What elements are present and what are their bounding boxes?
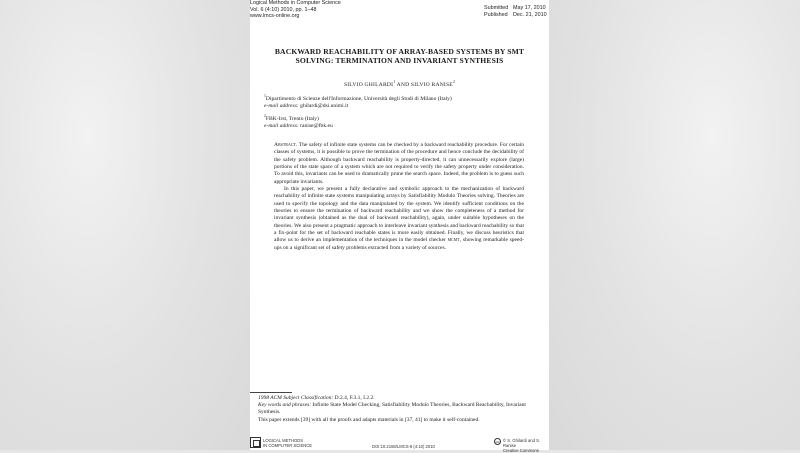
logo-line-1: LOGICAL METHODS [263,438,304,443]
affiliation-2-email-label: e-mail address: [264,123,299,130]
affiliation-1-email[interactable]: ghilardi@dsi.unimi.it [300,103,349,110]
author-line [250,80,549,88]
keywords [250,402,549,416]
affiliation-2-name: FBK-Irst, Trento (Italy) [265,115,319,122]
submitted-label: Submitted [484,5,509,11]
submitted-date: May 17, 2010 [513,5,546,11]
abstract-text-1: The safety of infinite state systems can be checked by a backward reachability procedure. For certain classes of systems, it is possible to prove the termination of the procedure and hence conclude the decidability of the safety problem. Although backward reachability is property-directed, it can unnecessarily explore (large) portions of the state space of a system which are not required to verify the safety property under consideration. To avoid this, invariants can be used to dramatically prune the search space. Indeed, the problem is to guess such appropriate invariants. [274,142,524,185]
author-1-sup: 1 [393,80,396,84]
abstract-label: Abstract. [274,142,298,148]
volume-line: Vol. 6 (4:10) 2010, pp. 1–48 [250,6,317,13]
affiliation-2-email[interactable]: ranise@fbk.eu [300,123,333,130]
abstract-text-2b: , showing remarkable speed-ups on a significant set of safety problems extracted from a variety of sources. [274,237,524,251]
logo-line-2: IN COMPUTER SCIENCE [263,442,313,448]
affiliation-2 [264,113,333,130]
viewer-background-left [0,0,250,450]
published-date: Dec. 21, 2010 [513,11,547,18]
lmcs-logo-text [263,439,312,449]
journal-header [250,0,341,20]
page-footer [250,436,549,453]
author-2: SILVIO RANISE [410,81,453,88]
paper-title [250,47,549,66]
acm-value: D.2.4, F.3.1, I.2.2. [334,395,375,401]
pdf-page[interactable] [250,0,549,453]
extends-note: This paper extends [39] with all the proofs and adapts materials in [37, 41] to make it self-contained. [258,416,480,423]
tool-name: mcmt [447,237,460,244]
doi[interactable]: DOI:10.2168/LMCS-6 (4:10) 2010 [372,444,435,449]
submission-dates [484,5,547,18]
abstract-paragraph-1 [274,142,524,186]
viewer-background-right [549,0,800,450]
acm-label: 1998 ACM Subject Classification: [258,395,334,401]
abstract-text-2a: In this paper, we present a fully declarative and symbolic approach to the mechanization of backward reachability of infinite state systems manipulating arrays by Satisfiability Modulo Theories solving. Theories are used to specify the topology and the data manipulated by the system. We identify sufficient conditions on the theories to ensure the termination of backward reachability and we show the completeness of a method for invariant synthesis (obtained as the dual of backward reachability), again, under suitable hypotheses on the theories. We also present a pragmatic approach to interleave invariant synthesis and backward reachability so that a fix-point for the set of backward reachable states is more easily obtained. Finally, we discuss heuristics that allow us to derive an implementation of the techniques in the model checker [274,186,524,244]
author-separator: AND [395,81,411,88]
footnotes [250,395,549,424]
journal-website: www.lmcs-online.org [250,13,300,20]
license [503,439,549,453]
abstract-paragraph-2 [274,186,524,252]
author-2-sup: 2 [452,80,456,84]
lmcs-logo-icon [250,437,261,448]
journal-name: Logical Methods in Computer Science [250,0,341,6]
affiliation-1-email-label: e-mail address: [264,103,299,110]
affiliation-1 [264,93,452,110]
affiliation-1-name: Dipartimento di Scienze dell'Informazione, Università degli Studi di Milano (Italy) [265,95,452,102]
abstract [274,142,524,252]
affiliation-2-sup: 2 [264,114,266,118]
keywords-label: Key words and phrases: [258,402,312,409]
creative-commons-icon: cc [495,439,500,444]
license-line-2: Creative Commons [503,447,539,453]
author-1: SILVIO GHILARDI [343,81,394,88]
license-line-1: © S. Ghilardi and S. Ranise [503,438,541,448]
published-label: Published [484,11,508,18]
affiliation-1-sup: 1 [264,94,266,98]
footnote-rule [250,392,292,393]
keywords-value: Infinite State Model Checking, Satisfiability Modulo Theories, Backward Reachability, Invariant Synthesis. [258,402,526,416]
title-line-1: BACKWARD REACHABILITY OF ARRAY-BASED SYSTEMS BY SMT [274,47,525,56]
title-line-2: SOLVING: TERMINATION AND INVARIANT SYNTHESIS [295,56,504,66]
